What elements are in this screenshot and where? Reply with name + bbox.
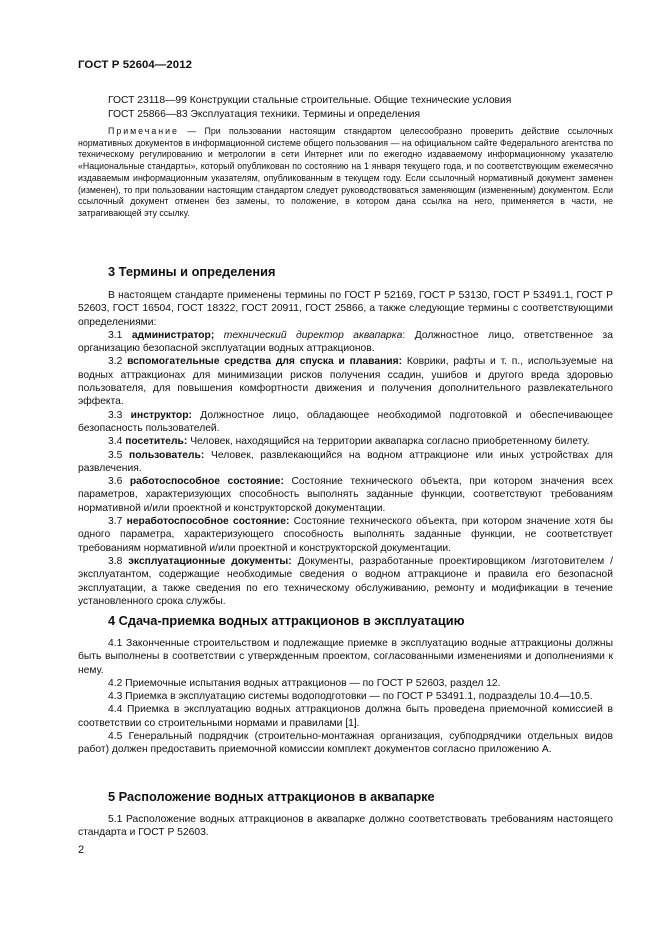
term-name: вспомогательные средства для спуска и плавания:	[127, 356, 403, 368]
term-text: Коврики, рафты и т. п., используемые на водных аттракционах для минимизации рисков получения ссадин, ушибов и другого вреда здоровью пользователя, для повышения комфортности движения и получения дополнительного развлекательного эффекта.	[78, 356, 613, 408]
term-definition	[78, 475, 613, 515]
term-text: Состояние технического объекта, при котором значения всех параметров, характеризующих способность выполнять заданные функции, соответствуют требованиям нормативной и/или проектной и конструкторской документации.	[78, 476, 613, 514]
term-number: 3.6	[108, 476, 130, 488]
section-5-body	[78, 813, 613, 840]
term-text: Должностное лицо, обладающее необходимой подготовкой и обеспечивающее безопасность пользователей.	[78, 409, 613, 434]
term-definition	[78, 449, 613, 476]
term-text: Человек, находящийся на территории аквапарка согласно приобретенному билету.	[187, 436, 590, 448]
term-number: 3.2	[108, 356, 128, 368]
term-synonym: технический директор аквапарка	[214, 329, 403, 341]
term-definition	[78, 409, 613, 436]
term-name: работоспособное состояние:	[129, 476, 284, 488]
term-definition	[78, 329, 613, 356]
section-4-heading: 4 Сдача-приемка водных аттракционов в эксплуатацию	[108, 613, 465, 628]
section-4-item: 4.3 Приемка в эксплуатацию системы водоподготовки — по ГОСТ Р 53491.1, подразделы 10.4—10.5.	[108, 691, 593, 703]
note-label: Примечание	[108, 126, 179, 136]
references-list	[78, 94, 613, 121]
term-number: 3.1	[108, 329, 132, 341]
section-4-item: 4.1 Законченные строительством и подлежащие приемке в эксплуатацию водные аттракционы должны быть выполнены в соответствии с утвержденным проектом, согласованными изменениями и дополнениями к нему.	[78, 638, 613, 676]
section-4-item: 4.4 Приемка в эксплуатацию водных аттракционов должна быть проведена приемочной комиссией в соответствии со строительными нормами и правилами [1].	[78, 704, 613, 729]
term-number: 3.3	[108, 409, 131, 421]
term-name: посетитель:	[125, 436, 188, 448]
term-name: пользователь:	[129, 449, 205, 461]
term-name: инструктор:	[130, 409, 192, 421]
term-name: неработоспособное состояние:	[126, 516, 290, 528]
page-number: 2	[78, 844, 85, 856]
section-4-body	[78, 637, 613, 757]
section-3-intro: В настоящем стандарте применены термины по ГОСТ Р 52169, ГОСТ Р 53130, ГОСТ Р 53491.1, ГОСТ Р 52603, ГОСТ 16504, ГОСТ 18322, ГОСТ 20911, ГОСТ 25866, а также следующие термины с соответствующими определениями:	[78, 290, 613, 328]
term-name: администратор;	[131, 329, 215, 341]
section-5-item: 5.1 Расположение водных аттракционов в аквапарке должно соответствовать требованиям настоящего стандарта и ГОСТ Р 52603.	[78, 814, 613, 839]
section-5-heading: 5 Расположение водных аттракционов в аквапарке	[108, 789, 435, 804]
reference-item: ГОСТ 23118—99 Конструкции стальные строительные. Общие технические условия	[108, 95, 512, 106]
section-4-item: 4.5 Генеральный подрядчик (строительно-монтажная организация, субподрядчики отдельных видов работ) должен предоставить приемочной комиссии комплект документов согласно приложению А.	[78, 731, 613, 756]
section-3-body	[78, 289, 613, 608]
terms-list	[78, 329, 613, 608]
term-definition	[78, 515, 613, 555]
term-number: 3.8	[108, 555, 129, 567]
term-text: Документы, разработанные проектировщиком /изготовителем /эксплуатантом, содержащие необходимые сведения о водном аттракционе и правила его безопасной эксплуатации, а также сведения по его техническому обслуживанию, ремонту и модификации в течение установленного срока службы.	[78, 555, 613, 607]
note-block	[78, 126, 613, 220]
term-text: Состояние технического объекта, при котором значение хотя бы одного параметра, характеризующего способность выполнять заданные функции, не соответствует требованиям нормативной и/или проектной и конструкторской документации.	[78, 516, 613, 554]
term-definition	[78, 555, 613, 608]
term-text: : Должностное лицо, ответственное за организацию безопасной эксплуатации водных аттракционов.	[78, 329, 613, 355]
term-number: 3.4	[108, 436, 126, 448]
term-number: 3.5	[108, 449, 130, 461]
term-number: 3.7	[108, 516, 127, 528]
reference-item: ГОСТ 25866—83 Эксплуатация техники. Термины и определения	[108, 108, 421, 120]
term-definition	[78, 355, 613, 408]
term-name: эксплуатационные документы:	[128, 555, 292, 567]
term-text: Человек, развлекающийся на водном аттракционе или иных устройствах для развлечения.	[78, 449, 613, 474]
term-definition	[78, 435, 613, 448]
section-4-item: 4.2 Приемочные испытания водных аттракционов — по ГОСТ Р 52603, раздел 12.	[108, 677, 501, 689]
section-3-heading: 3 Термины и определения	[108, 264, 276, 279]
document-header: ГОСТ Р 52604—2012	[78, 59, 193, 71]
note-text: — При пользовании настоящим стандартом целесообразно проверить действие ссылочных нормативных документов в информационной системе общего пользования — на официальном сайте Федерального агентства по техническому регулированию и метрологии в сети Интернет или по ежегодно издаваемому информационному указателю «Национальные стандарты», который опубликован по состоянию на 1 января текущего года, и по соответствующим ежемесячно издаваемым информационным указателям, опубликованным в текущем году. Если ссылочный нормативный документ заменен (изменен), то при пользовании настоящим стандартом следует руководствоваться заменяющим (измененным) документом. Если ссылочный документ отменен без замены, то положение, в котором дана ссылка на него, применяется в части, не затрагивающей эту ссылку.	[78, 126, 613, 218]
